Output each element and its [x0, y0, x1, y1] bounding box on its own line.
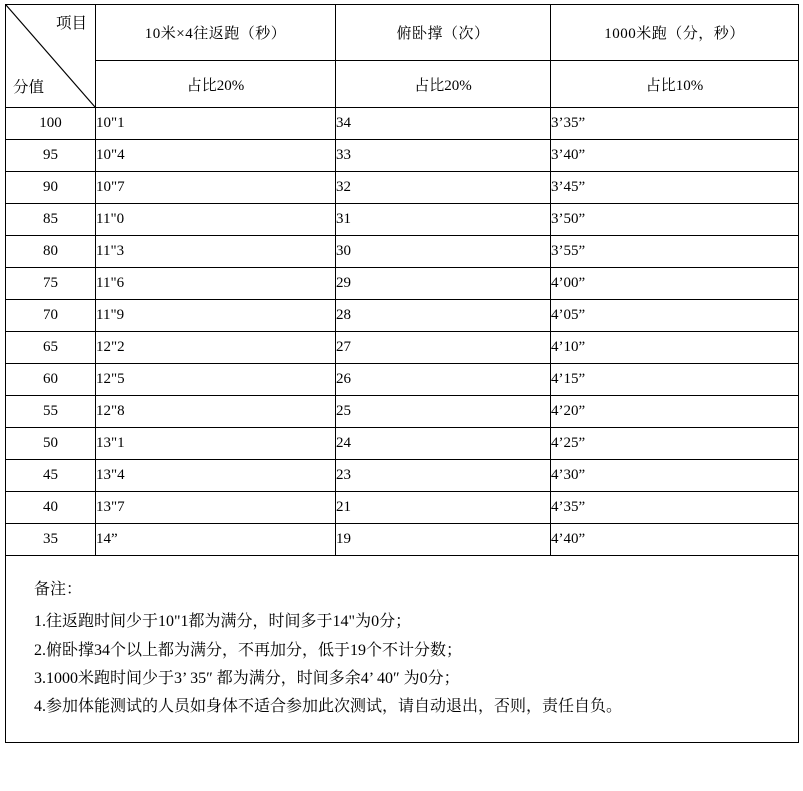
notes-block: [6, 556, 799, 743]
table-row: [6, 364, 799, 396]
row-value-1000m: 4’05”: [551, 300, 799, 332]
corner-header-cell: [6, 5, 96, 108]
row-value-1000m: 4’35”: [551, 492, 799, 524]
row-value-pushup: 26: [336, 364, 551, 396]
row-score: 35: [6, 524, 96, 556]
document-page: [0, 4, 803, 791]
row-value-1000m: 4’10”: [551, 332, 799, 364]
table-row: [6, 332, 799, 364]
row-value-shuttle-run: 13"4: [96, 460, 336, 492]
note-item: 3.1000米跑时间少于3’ 35″ 都为满分，时间多余4’ 40″ 为0分；: [34, 670, 460, 687]
table-row: [6, 108, 799, 140]
row-value-pushup: 34: [336, 108, 551, 140]
notes-row: [6, 556, 799, 743]
column-percent-shuttle-run: 占比20%: [96, 61, 336, 108]
table-row: [6, 492, 799, 524]
row-value-shuttle-run: 12"5: [96, 364, 336, 396]
row-value-shuttle-run: 12"8: [96, 396, 336, 428]
row-value-pushup: 30: [336, 236, 551, 268]
row-score: 60: [6, 364, 96, 396]
column-header-pushup: 俯卧撑（次）: [336, 5, 551, 61]
note-item: 4.参加体能测试的人员如身体不适合参加此次测试，请自动退出，否则，责任自负。: [34, 698, 623, 716]
row-value-shuttle-run: 13"7: [96, 492, 336, 524]
row-score: 85: [6, 204, 96, 236]
row-score: 65: [6, 332, 96, 364]
corner-col-label: 分值: [13, 78, 45, 96]
row-value-shuttle-run: 11"6: [96, 268, 336, 300]
header-row-percentages: [6, 61, 799, 108]
row-score: 80: [6, 236, 96, 268]
row-value-pushup: 23: [336, 460, 551, 492]
row-value-shuttle-run: 11"9: [96, 300, 336, 332]
row-value-shuttle-run: 13"1: [96, 428, 336, 460]
header-row-titles: [6, 5, 799, 61]
table-row: [6, 204, 799, 236]
row-value-1000m: 3’50”: [551, 204, 799, 236]
row-value-shuttle-run: 10"1: [96, 108, 336, 140]
row-value-pushup: 29: [336, 268, 551, 300]
row-value-shuttle-run: 14”: [96, 524, 336, 556]
row-value-pushup: 27: [336, 332, 551, 364]
row-value-pushup: 19: [336, 524, 551, 556]
row-value-shuttle-run: 12"2: [96, 332, 336, 364]
table-row: [6, 140, 799, 172]
table-row: [6, 460, 799, 492]
column-percent-pushup: 占比20%: [336, 61, 551, 108]
notes-list: [6, 608, 798, 722]
row-value-shuttle-run: 11"0: [96, 204, 336, 236]
row-value-shuttle-run: 11"3: [96, 236, 336, 268]
row-score: 40: [6, 492, 96, 524]
row-value-pushup: 33: [336, 140, 551, 172]
table-row: [6, 172, 799, 204]
row-score: 50: [6, 428, 96, 460]
row-value-pushup: 25: [336, 396, 551, 428]
table-row: [6, 300, 799, 332]
table-row: [6, 396, 799, 428]
row-score: 90: [6, 172, 96, 204]
row-value-pushup: 28: [336, 300, 551, 332]
row-value-pushup: 31: [336, 204, 551, 236]
row-value-1000m: 4’40”: [551, 524, 799, 556]
notes-title: 备注：: [34, 581, 83, 599]
note-item: 2.俯卧撑34个以上都为满分，不再加分，低于19个不计分数；: [34, 641, 463, 659]
corner-row-label: 项目: [55, 15, 87, 32]
row-value-1000m: 4’00”: [551, 268, 799, 300]
row-value-pushup: 21: [336, 492, 551, 524]
fitness-score-table: [5, 4, 799, 743]
column-header-1000m: 1000米跑（分，秒）: [551, 5, 799, 61]
row-value-shuttle-run: 10"7: [96, 172, 336, 204]
row-value-1000m: 4’30”: [551, 460, 799, 492]
row-score: 70: [6, 300, 96, 332]
row-score: 75: [6, 268, 96, 300]
row-value-1000m: 4’25”: [551, 428, 799, 460]
row-value-1000m: 4’15”: [551, 364, 799, 396]
row-value-pushup: 32: [336, 172, 551, 204]
row-value-1000m: 3’35”: [551, 108, 799, 140]
table-row: [6, 268, 799, 300]
row-value-shuttle-run: 10"4: [96, 140, 336, 172]
column-percent-1000m: 占比10%: [551, 61, 799, 108]
row-score: 95: [6, 140, 96, 172]
table-body: [6, 5, 799, 743]
row-value-1000m: 3’45”: [551, 172, 799, 204]
row-value-pushup: 24: [336, 428, 551, 460]
row-value-1000m: 3’55”: [551, 236, 799, 268]
table-row: [6, 524, 799, 556]
row-score: 45: [6, 460, 96, 492]
table-row: [6, 236, 799, 268]
row-value-1000m: 4’20”: [551, 396, 799, 428]
row-score: 55: [6, 396, 96, 428]
note-item: 1.往返跑时间少于10"1都为满分，时间多于14"为0分；: [34, 613, 412, 631]
row-score: 100: [6, 108, 96, 140]
table-row: [6, 428, 799, 460]
column-header-shuttle-run: 10米×4往返跑（秒）: [96, 5, 336, 61]
row-value-1000m: 3’40”: [551, 140, 799, 172]
